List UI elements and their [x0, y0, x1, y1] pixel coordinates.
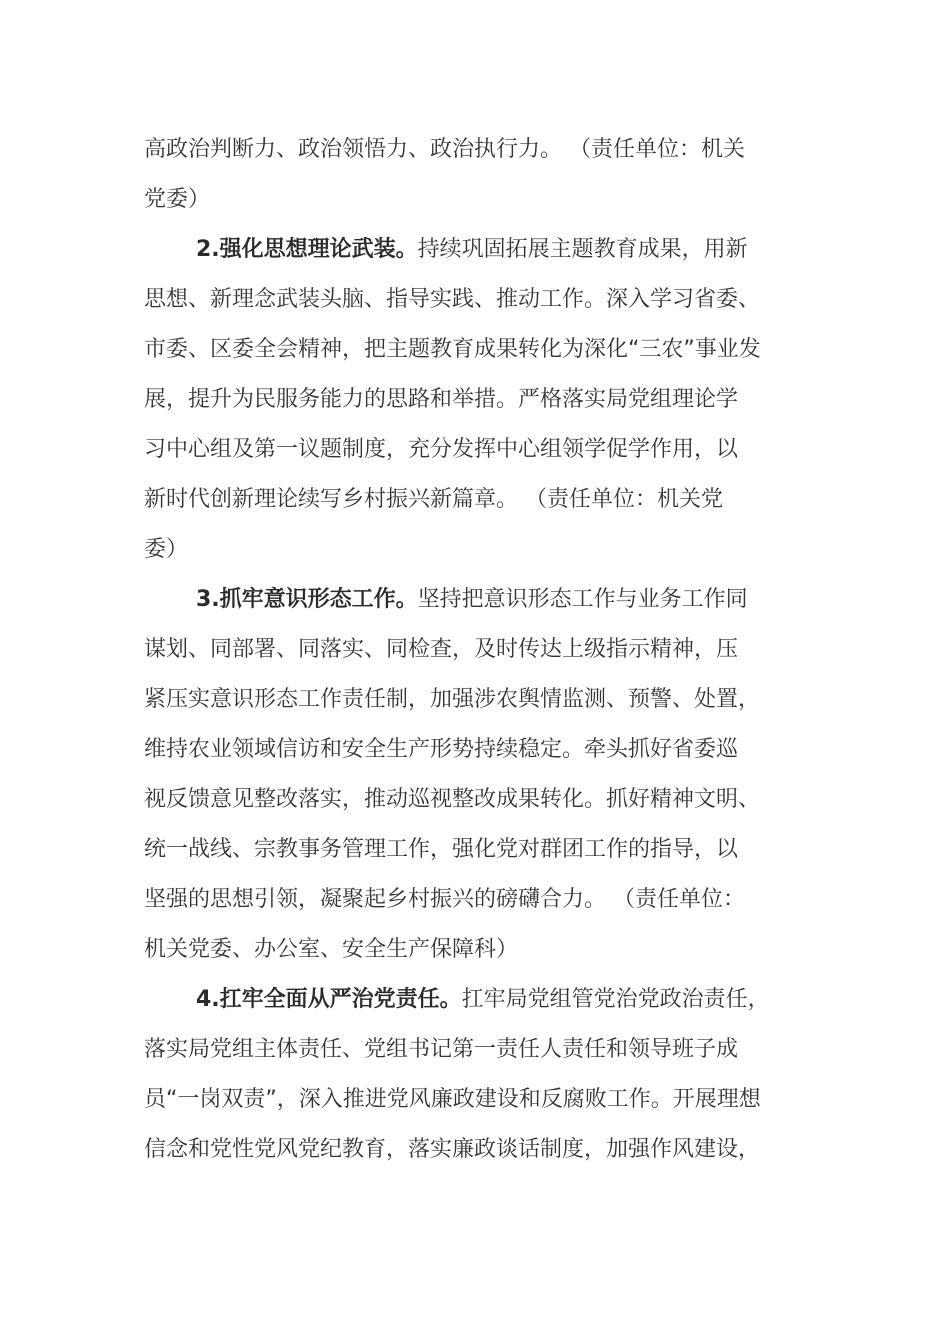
paragraph-item-2 — [144, 225, 814, 575]
text-line: 信念和党性党风党纪教育，落实廉政谈话制度，加强作风建设， — [144, 1137, 761, 1162]
text-run: 坚持把意识形态工作与业务工作同 — [417, 587, 748, 612]
document-body — [144, 125, 814, 1175]
paragraph-continuation — [144, 125, 814, 225]
text-line: 习中心组及第一议题制度，充分发挥中心组领学促学作用，以 — [144, 437, 739, 462]
text-line: 新时代创新理论续写乡村振兴新篇章。 （责任单位：机关党 — [144, 487, 723, 512]
text-line: 谋划、同部署、同落实、同检查，及时传达上级指示精神，压 — [144, 637, 739, 662]
paragraph-item-3 — [144, 575, 814, 975]
first-line — [144, 225, 814, 275]
text-line: 党委） — [144, 187, 211, 212]
text-line: 统一战线、宗教事务管理工作，强化党对群团工作的指导，以 — [144, 837, 739, 862]
paragraph-heading: 4.扛牢全面从严治党责任。 — [196, 987, 462, 1012]
text-line: 坚强的思想引领，凝聚起乡村振兴的磅礴合力。 （责任单位： — [144, 887, 745, 912]
text-run: 持续巩固拓展主题教育成果，用新 — [417, 237, 748, 262]
text-line: 高政治判断力、政治领悟力、政治执行力。 （责任单位：机关 — [144, 137, 745, 162]
text-run: 扛牢局党组管党治党政治责任， — [461, 987, 770, 1012]
text-line: 展，提升为民服务能力的思路和举措。严格落实局党组理论学 — [144, 387, 739, 412]
first-line — [144, 575, 814, 625]
text-line: 视反馈意见整改落实，推动巡视整改成果转化。抓好精神文明、 — [144, 787, 761, 812]
text-line: 员“一岗双责”，深入推进党风廉政建设和反腐败工作。开展理想 — [144, 1087, 761, 1112]
text-line: 维持农业领域信访和安全生产形势持续稳定。牵头抓好省委巡 — [144, 737, 739, 762]
paragraph-item-4 — [144, 975, 814, 1175]
first-line — [144, 975, 814, 1025]
text-line: 委） — [144, 537, 189, 562]
text-line: 机关党委、办公室、安全生产保障科） — [144, 937, 519, 962]
text-line: 落实局党组主体责任、党组书记第一责任人责任和领导班子成 — [144, 1037, 739, 1062]
text-line: 思想、新理念武装头脑、指导实践、推动工作。深入学习省委、 — [144, 287, 761, 312]
text-line: 市委、区委全会精神，把主题教育成果转化为深化“三农”事业发 — [144, 337, 761, 362]
text-line: 紧压实意识形态工作责任制，加强涉农舆情监测、预警、处置， — [144, 687, 761, 712]
paragraph-heading: 2.强化思想理论武装。 — [196, 237, 418, 262]
paragraph-heading: 3.抓牢意识形态工作。 — [196, 587, 418, 612]
